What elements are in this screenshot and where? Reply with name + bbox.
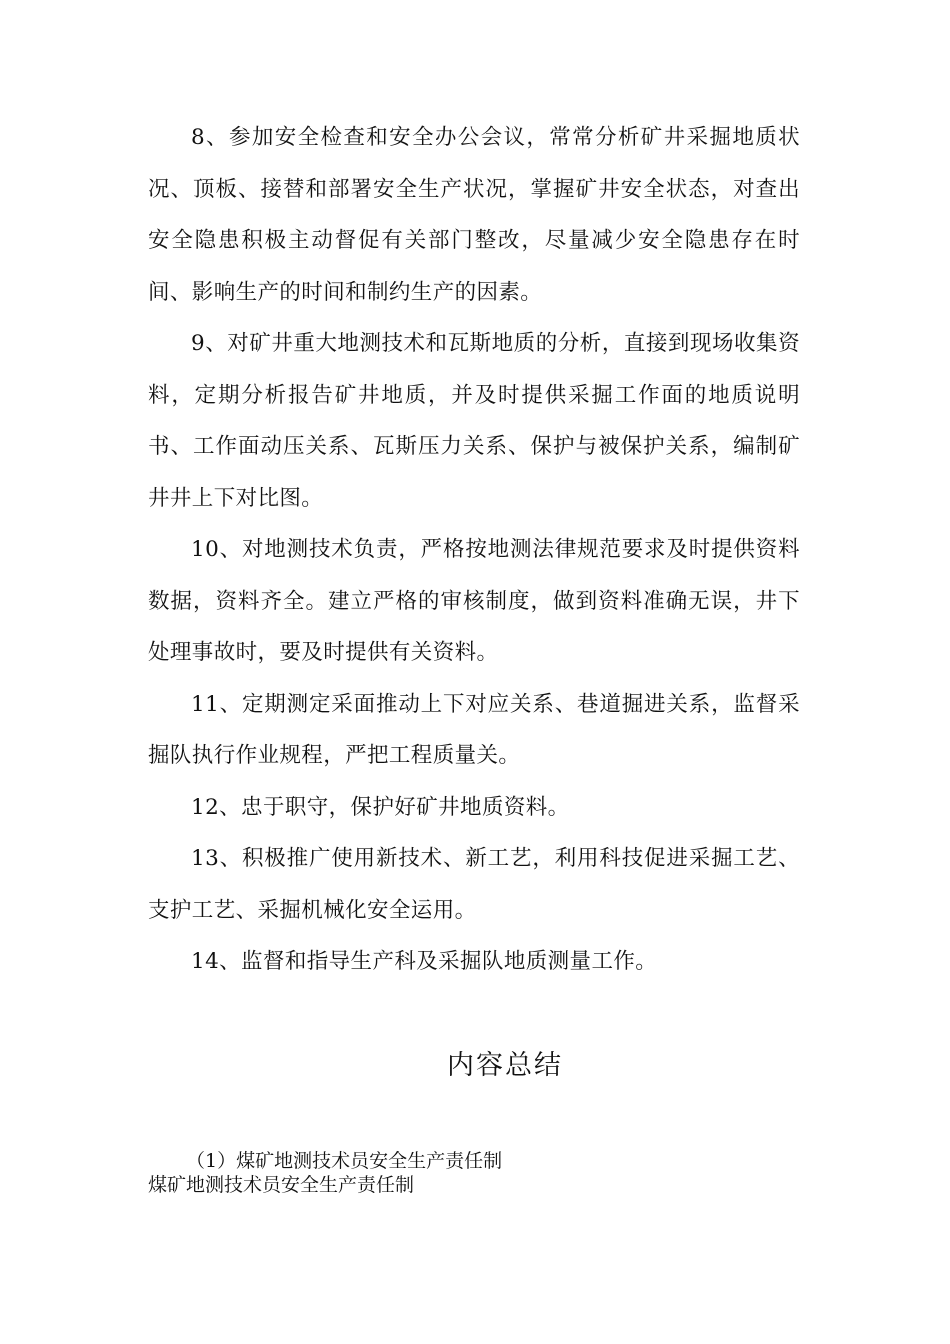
paragraph-item-12: 12、忠于职守，保护好矿井地质资料。 — [191, 794, 570, 820]
paragraph-item-10: 10、对地测技术负责，严格按地测法律规范要求及时提供资料数据，资料齐全。建立严格的审核制度，做到资料准确无误，井下处理事故时，要及时提供有关资料。 — [148, 537, 800, 665]
summary-item: （1）煤矿地测技术员安全生产责任制 — [186, 1150, 503, 1172]
paragraph-item-8: 8、参加安全检查和安全办公会议，常常分析矿井采掘地质状况、顶板、接替和部署安全生产状况，掌握矿井安全状态，对查出安全隐患积极主动督促有关部门整改，尽量减少安全隐患存在时间、影响生产的时间和制约生产的因素。 — [148, 125, 800, 305]
paragraph-item-11: 11、定期测定采面推动上下对应关系、巷道掘进关系，监督采掘队执行作业规程，严把工程质量关。 — [148, 691, 800, 768]
summary-subtitle: 煤矿地测技术员安全生产责任制 — [148, 1174, 415, 1196]
summary-heading: 内容总结 — [447, 1050, 563, 1081]
paragraph-item-13: 13、积极推广使用新技术、新工艺，利用科技促进采掘工艺、支护工艺、采掘机械化安全运用。 — [148, 846, 800, 923]
paragraph-item-9: 9、对矿井重大地测技术和瓦斯地质的分析，直接到现场收集资料，定期分析报告矿井地质，并及时提供采掘工作面的地质说明书、工作面动压关系、瓦斯压力关系、保护与被保护关系，编制矿井井上下对比图。 — [148, 331, 800, 511]
paragraph-item-14: 14、监督和指导生产科及采掘队地质测量工作。 — [191, 949, 658, 974]
document-body — [148, 112, 800, 988]
